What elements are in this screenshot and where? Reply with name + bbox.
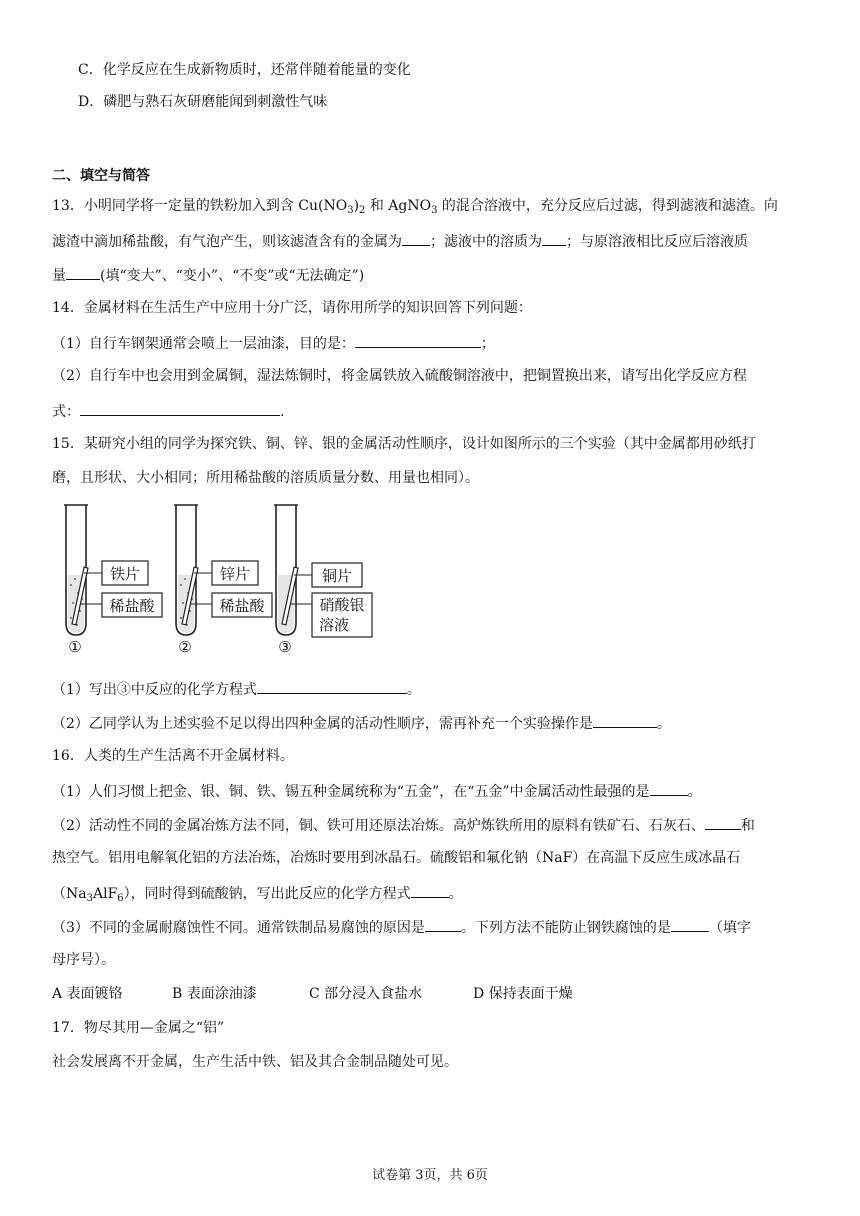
q14-part2-line1: （2）自行车中也会用到金属铜，湿法炼铜时，将金属铁放入硫酸铜溶液中，把铜置换出来，请写出化学反应方程 xyxy=(52,368,747,384)
q17-title: 17．物尽其用—金属之“铝” xyxy=(52,1020,225,1036)
q16-part1: （1）人们习惯上把金、银、铜、铁、锡五种金属统称为“五金”，在“五金”中金属活动性最强的是 。 xyxy=(52,780,702,802)
q14-part1: （1）自行车钢架通常会喷上一层油漆，目的是： ； xyxy=(52,332,495,354)
choice-a: A 表面镀铬 xyxy=(52,986,123,1002)
test-tube-3 xyxy=(274,505,372,655)
tube3-solution-label-1: 硝酸银 xyxy=(319,596,365,614)
answer-blank xyxy=(402,230,430,246)
experiment-figure xyxy=(58,503,388,655)
answer-blank xyxy=(355,332,481,348)
q16-part2-line3: $(Na_3AlF_6)$，同时得到硫酸钠，写出此反应的化学方程式 。 xyxy=(52,882,463,904)
page-footer: 试卷第 3页，共 6页 xyxy=(372,1168,488,1183)
q15-line1: 15．某研究小组的同学为探究铁、铜、锌、银的金属活动性顺序，设计如图所示的三个实验（其中金属都用砂纸打 xyxy=(52,436,756,452)
choice-b: B 表面涂油漆 xyxy=(172,986,257,1002)
q15-line2: 磨，且形状、大小相同；所用稀盐酸的溶质质量分数、用量也相同）。 xyxy=(52,470,479,486)
tube3-solution-label-2: 溶液 xyxy=(318,616,350,634)
tube3-metal-label: 铜片 xyxy=(321,567,353,585)
answer-blank xyxy=(542,230,566,246)
q15-part2: （2）乙同学认为上述实验不足以得出四种金属的活动性顺序，需再补充一个实验操作是 。 xyxy=(52,712,671,734)
tube1-solution-label: 稀盐酸 xyxy=(109,597,155,615)
choice-d: D 保持表面干燥 xyxy=(473,986,573,1002)
test-tube-2 xyxy=(174,505,272,655)
answer-blank xyxy=(671,916,709,932)
tube2-number: ② xyxy=(178,638,192,655)
q13-line2: 滤渣中滴加稀盐酸，有气泡产生，则该滤渣含有的金属为 ；滤液中的溶质为 ；与原溶液相比反应后溶液质 xyxy=(52,230,748,252)
choice-c: C 部分浸入食盐水 xyxy=(309,986,423,1002)
q16-part2-line1: （2）活动性不同的金属冶炼方法不同，铜、铁可用还原法冶炼。高炉炼铁所用的原料有铁矿石、石灰石、 和 xyxy=(52,814,755,836)
tube2-solution-label: 稀盐酸 xyxy=(219,597,265,615)
tube1-metal-label: 铁片 xyxy=(109,565,141,583)
q14-stem: 14．金属材料在生活生产中应用十分广泛，请你用所学的知识回答下列问题： xyxy=(52,300,532,316)
tube3-number: ③ xyxy=(278,638,292,655)
answer-blank xyxy=(257,678,407,694)
q15-part1: （1）写出③中反应的化学方程式 。 xyxy=(52,678,421,700)
section-title: 二、填空与简答 xyxy=(52,168,150,184)
answer-blank xyxy=(411,882,449,898)
option-d: D．磷肥与熟石灰研磨能闻到刺激性气味 xyxy=(78,94,328,110)
q16-part3-line1: （3）不同的金属耐腐蚀性不同。通常铁制品易腐蚀的原因是 。下列方法不能防止钢铁腐蚀的是 （填字 xyxy=(52,916,751,938)
q14-part2-line2: 式： . xyxy=(52,400,284,422)
q17-text: 社会发展离不开金属，生产生活中铁、铝及其合金制品随处可见。 xyxy=(52,1054,458,1070)
answer-blank xyxy=(66,264,100,280)
q13-line1: 13．小明同学将一定量的铁粉加入到含 $Cu(NO_3)_2$ 和 AgNO$_3$ 的混合溶液中，充分反应后过滤，得到滤液和滤渣。向 xyxy=(52,198,778,216)
q16-part3-line2: 母序号）。 xyxy=(52,952,115,968)
answer-blank xyxy=(593,712,657,728)
test-tube-1 xyxy=(64,505,162,655)
q16-choices xyxy=(52,984,573,1004)
answer-blank xyxy=(80,400,280,416)
answer-blank xyxy=(425,916,461,932)
answer-blank xyxy=(705,814,741,830)
option-c: C．化学反应在生成新物质时，还常伴随着能量的变化 xyxy=(78,62,411,78)
tube2-metal-label: 锌片 xyxy=(219,565,251,583)
q13-line3: 量 (填“变大”、“变小”、“不变”或“无法确定”) xyxy=(52,264,364,286)
tube1-number: ① xyxy=(68,638,82,655)
answer-blank xyxy=(650,780,688,796)
q16-stem: 16．人类的生产生活离不开金属材料。 xyxy=(52,748,294,764)
q16-part2-line2: 热空气。铝用电解氧化铝的方法冶炼，冶炼时要用到冰晶石。硫酸铝和氟化钠（NaF）在高温下反应生成冰晶石 xyxy=(52,850,741,866)
